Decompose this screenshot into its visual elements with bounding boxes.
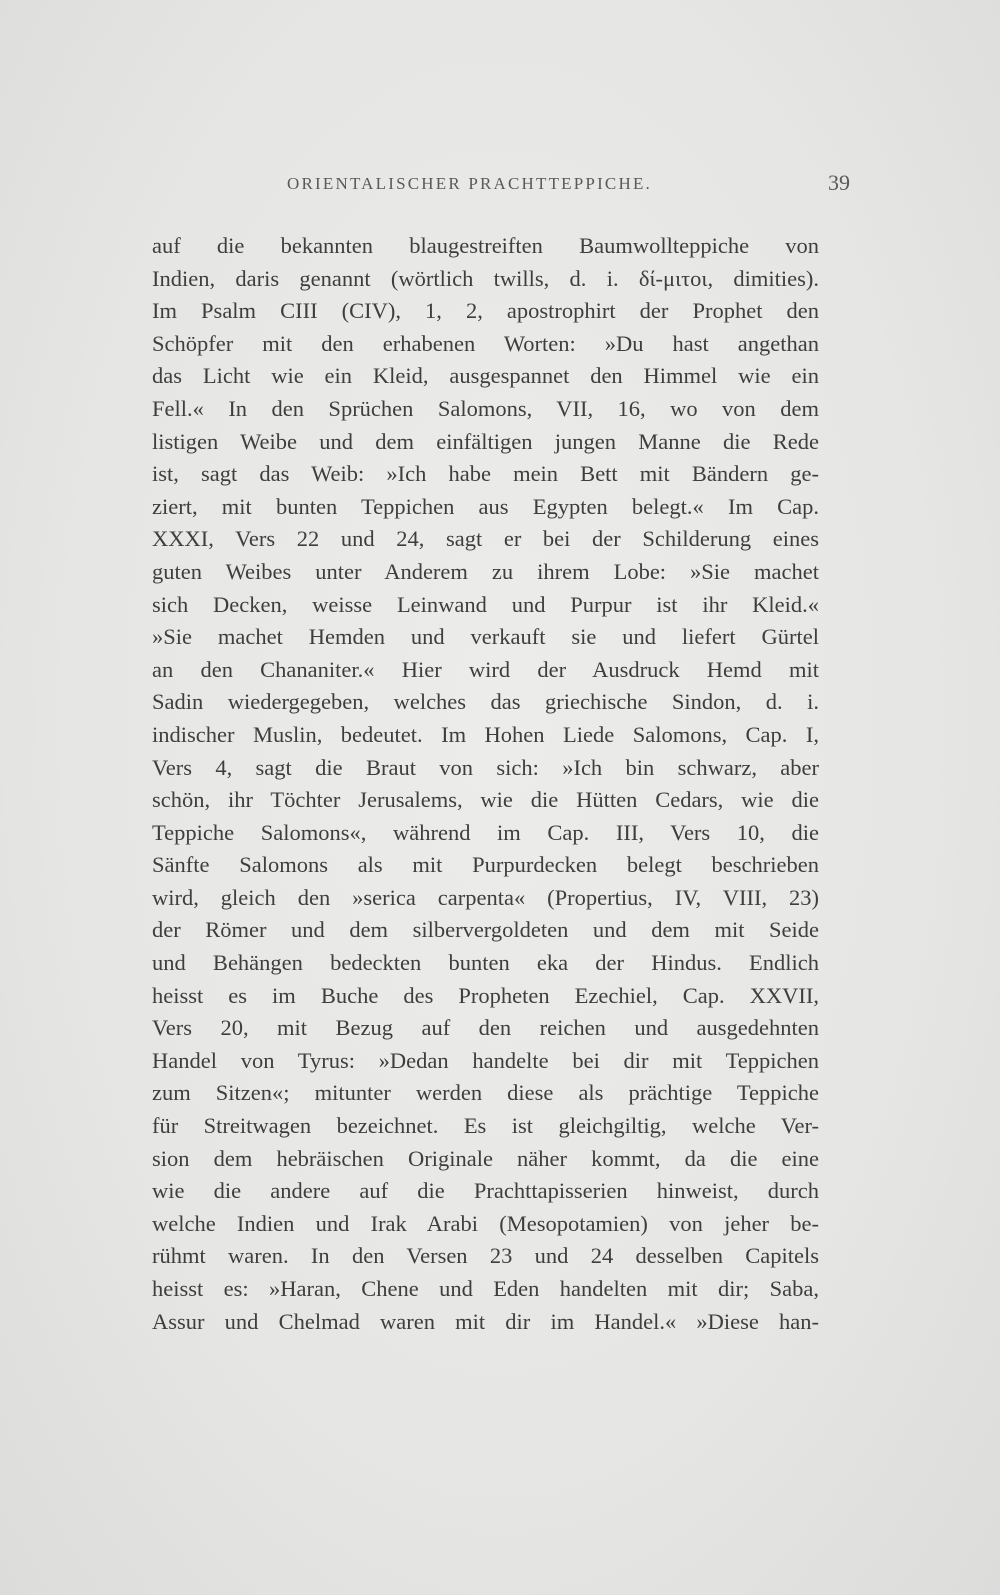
text-line: an den Chananiter.« Hier wird der Ausdruck Hemd mit: [152, 656, 819, 682]
text-line: zum Sitzen«; mitunter werden diese als prächtige Teppiche: [152, 1080, 819, 1106]
text-line: guten Weibes unter Anderem zu ihrem Lobe: »Sie machet: [152, 558, 819, 584]
text-line: Assur und Chelmad waren mit dir im Handel.« »Diese han-: [152, 1308, 819, 1334]
text-line: sion dem hebräischen Originale näher kommt, da die eine: [152, 1145, 819, 1171]
text-line: indischer Muslin, bedeutet. Im Hohen Liede Salomons, Cap. I,: [152, 721, 819, 747]
text-line: ziert, mit bunten Teppichen aus Egypten belegt.« Im Cap.: [152, 493, 819, 519]
text-line: Schöpfer mit den erhabenen Worten: »Du hast angethan: [152, 330, 819, 356]
text-line: Sänfte Salomons als mit Purpurdecken belegt beschrieben: [152, 852, 819, 878]
text-line: Handel von Tyrus: »Dedan handelte bei dir mit Teppichen: [152, 1047, 819, 1073]
text-line: wird, gleich den »serica carpenta« (Propertius, IV, VIII, 23): [152, 884, 819, 910]
page-number: 39: [828, 170, 850, 195]
text-line: Vers 20, mit Bezug auf den reichen und ausgedehnten: [152, 1015, 819, 1041]
text-line: auf die bekannten blaugestreiften Baumwollteppiche von: [152, 233, 819, 258]
text-line: der Römer und dem silbervergoldeten und dem mit Seide: [152, 917, 819, 943]
text-line: Teppiche Salomons«, während im Cap. III, Vers 10, die: [152, 819, 819, 845]
text-line: listigen Weibe und dem einfältigen jungen Manne die Rede: [152, 428, 819, 454]
running-title: ORIENTALISCHER PRACHTTEPPICHE.: [287, 174, 652, 193]
text-line: Fell.« In den Sprüchen Salomons, VII, 16, wo von dem: [152, 395, 819, 421]
text-line: sich Decken, weisse Leinwand und Purpur ist ihr Kleid.«: [152, 591, 819, 617]
text-line: und Behängen bedeckten bunten eka der Hindus. Endlich: [152, 950, 819, 976]
running-head: [150, 170, 850, 200]
text-line: schön, ihr Töchter Jerusalems, wie die Hütten Cedars, wie die: [152, 787, 819, 813]
text-line: heisst es im Buche des Propheten Ezechiel, Cap. XXVII,: [152, 982, 819, 1008]
text-line: für Streitwagen bezeichnet. Es ist gleichgiltig, welche Ver-: [152, 1113, 819, 1139]
text-line: »Sie machet Hemden und verkauft sie und liefert Gürtel: [152, 624, 819, 650]
text-line: welche Indien und Irak Arabi (Mesopotamien) von jeher be-: [152, 1210, 819, 1236]
body-text: [152, 230, 819, 1338]
text-line: ist, sagt das Weib: »Ich habe mein Bett mit Bändern ge-: [152, 461, 819, 487]
text-line: Im Psalm CIII (CIV), 1, 2, apostrophirt der Prophet den: [152, 298, 819, 324]
text-line: Vers 4, sagt die Braut von sich: »Ich bin schwarz, aber: [152, 754, 819, 780]
text-line: Indien, daris genannt (wörtlich twills, d. i. δί-μιτοι, dimities).: [152, 265, 819, 291]
text-line: heisst es: »Haran, Chene und Eden handelten mit dir; Saba,: [152, 1276, 819, 1301]
text-line: wie die andere auf die Prachttapisserien hinweist, durch: [152, 1178, 819, 1204]
text-line: Sadin wiedergegeben, welches das griechische Sindon, d. i.: [152, 689, 819, 715]
text-line: rühmt waren. In den Versen 23 und 24 desselben Capitels: [152, 1243, 819, 1269]
text-line: XXXI, Vers 22 und 24, sagt er bei der Schilderung eines: [152, 526, 819, 552]
text-line: das Licht wie ein Kleid, ausgespannet den Himmel wie ein: [152, 363, 819, 389]
